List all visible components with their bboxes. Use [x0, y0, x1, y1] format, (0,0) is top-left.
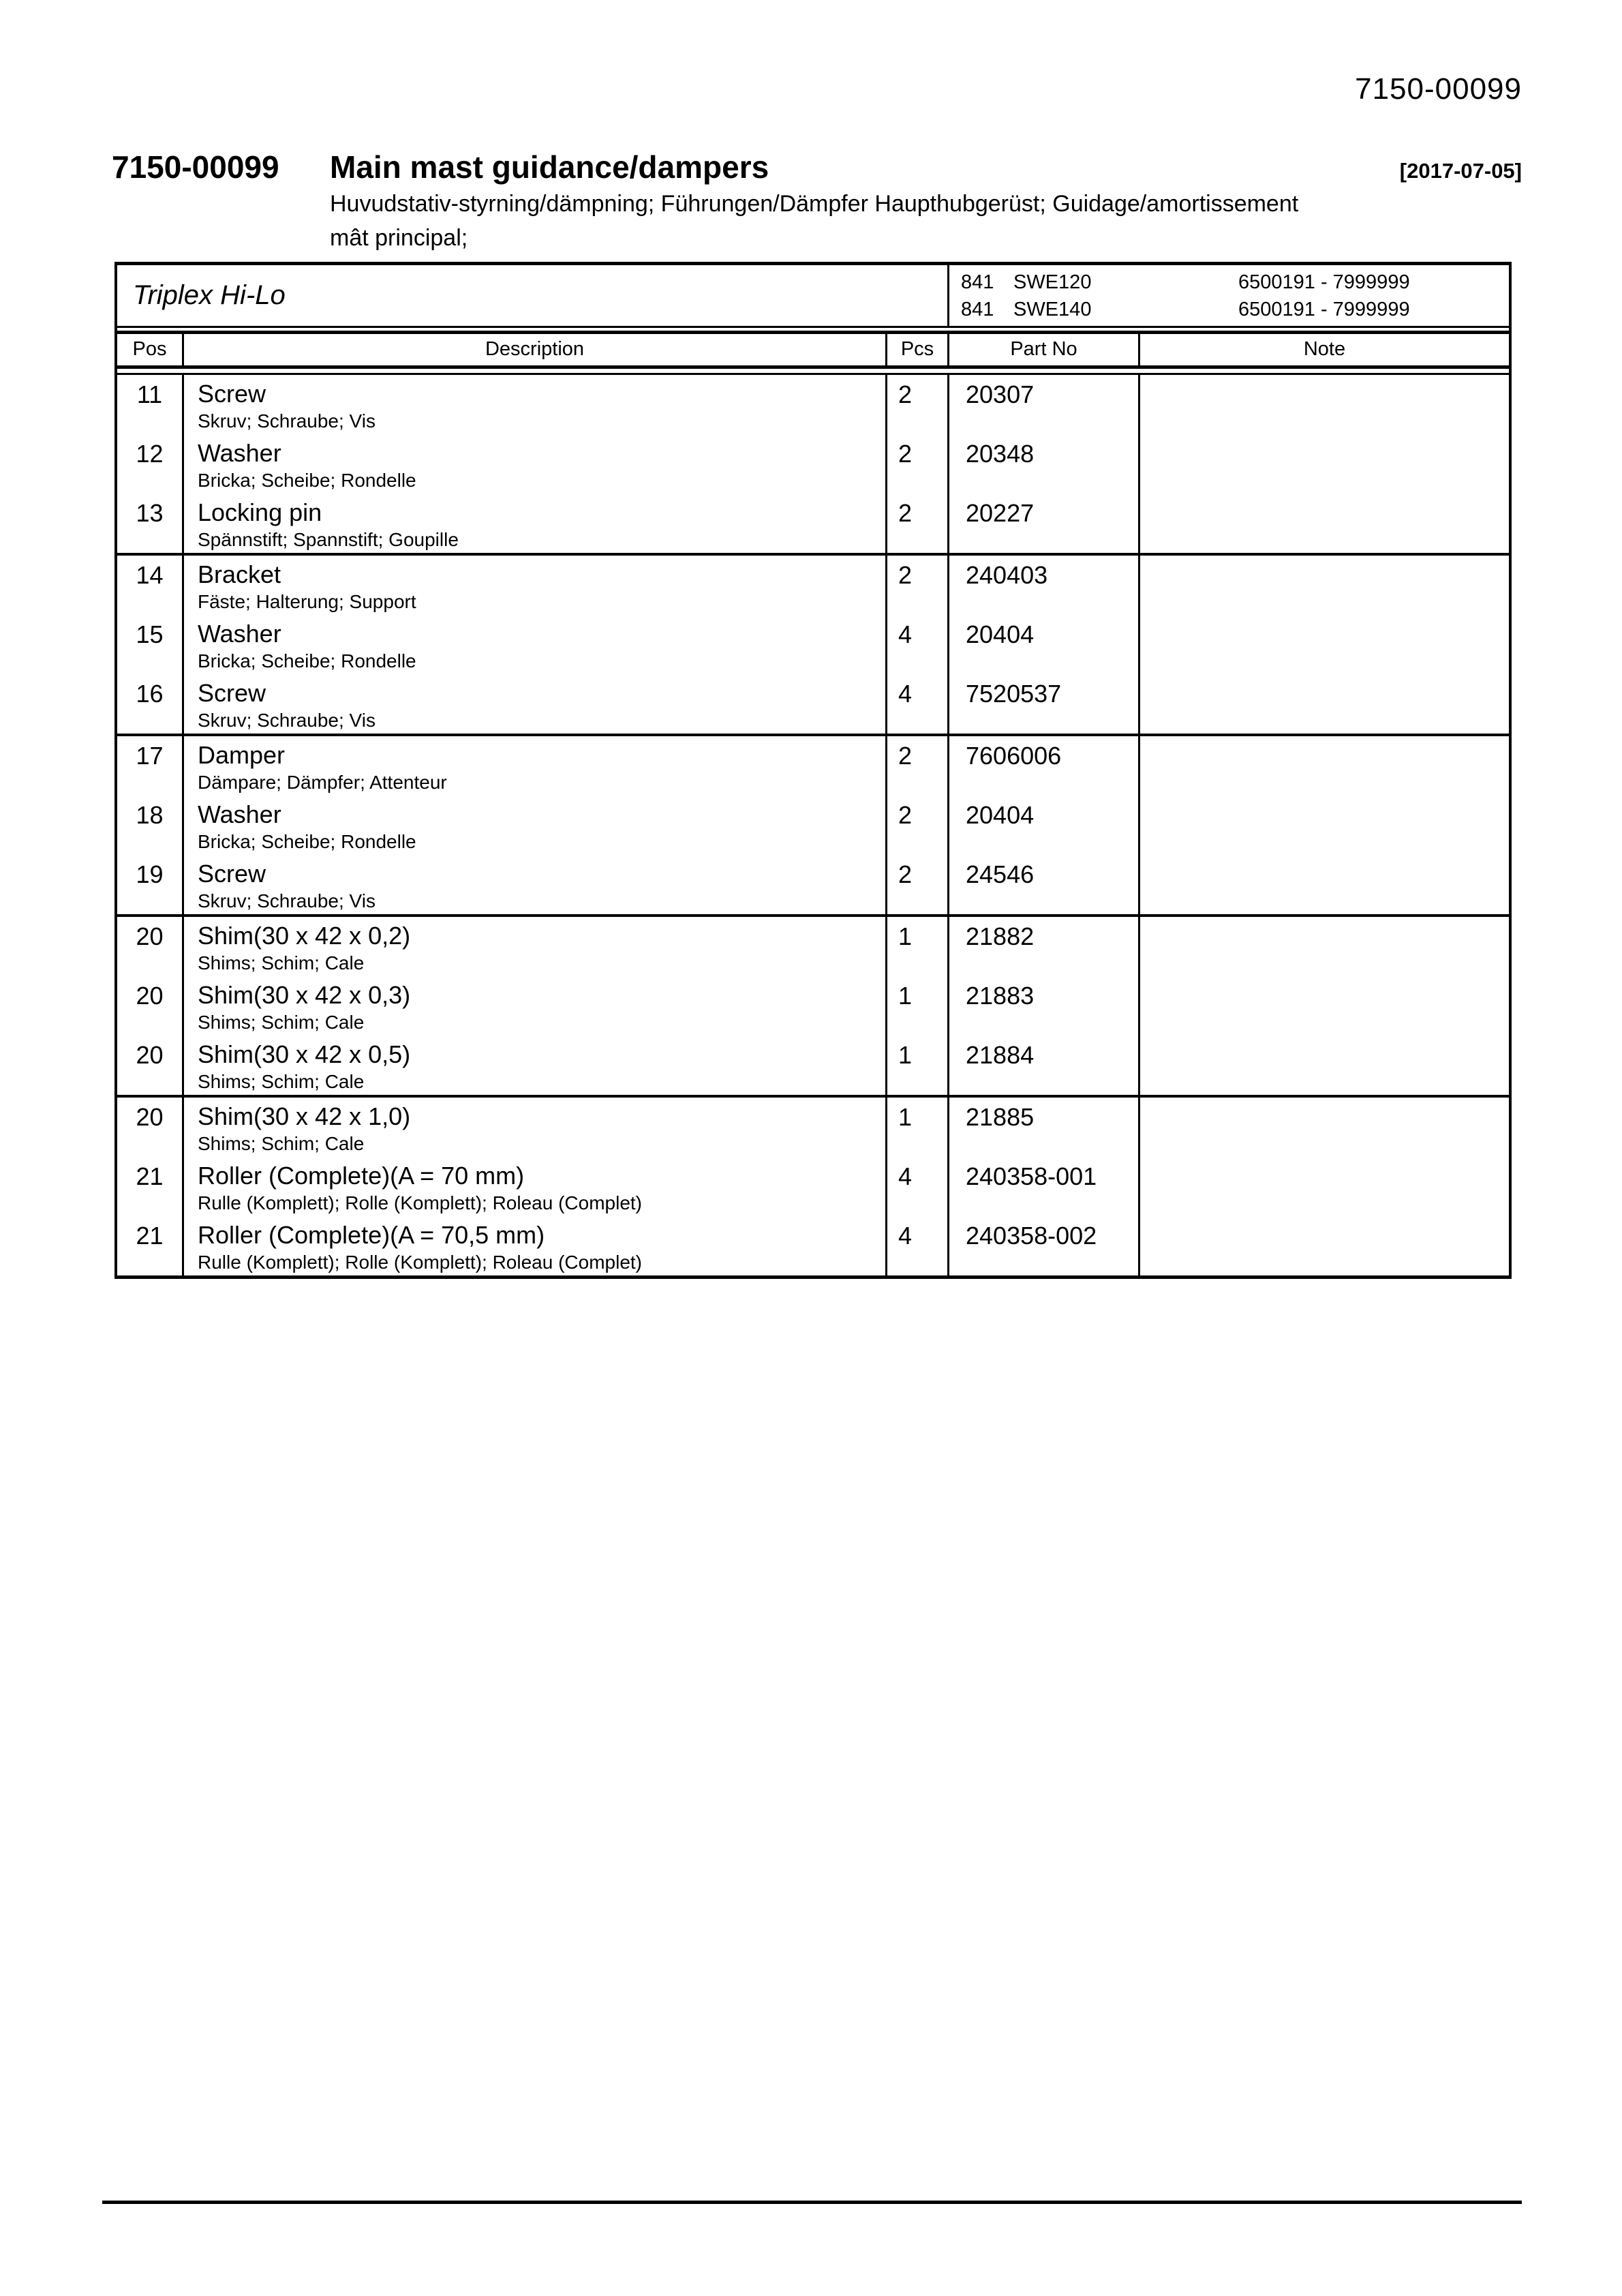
- note-cell: [1138, 1098, 1509, 1157]
- description-cell: [182, 434, 885, 494]
- description-main: Screw: [198, 679, 266, 707]
- table-body: [117, 373, 1509, 1279]
- col-header-partno: Part No: [947, 334, 1138, 365]
- pcs-cell: 2: [885, 855, 947, 914]
- subtitle: [330, 187, 1488, 255]
- description-main: Washer: [198, 620, 281, 648]
- description-main: Roller (Complete)(A = 70,5 mm): [198, 1221, 545, 1249]
- table-row: [117, 1036, 1509, 1095]
- section-heading: [112, 149, 1522, 185]
- pos-cell: 20: [136, 922, 164, 950]
- revision-date: [2017-07-05]: [1399, 159, 1522, 183]
- footer-rule: [102, 2201, 1522, 2204]
- col-header-pos: Pos: [132, 338, 167, 360]
- table-row: [117, 494, 1509, 553]
- description-cell: [182, 796, 885, 855]
- partno-cell: 24546: [947, 855, 1138, 914]
- description-main: Washer: [198, 439, 281, 467]
- pcs-cell: 2: [885, 796, 947, 855]
- partno-cell: 21883: [947, 976, 1138, 1036]
- description-translations: Shims; Schim; Cale: [198, 952, 365, 973]
- table-row: [117, 615, 1509, 674]
- variant-name: SWE120: [1013, 271, 1092, 293]
- partno-cell: 240403: [947, 556, 1138, 615]
- pcs-cell: 2: [885, 736, 947, 796]
- pos-cell: 17: [136, 742, 164, 770]
- description-cell: [182, 556, 885, 615]
- note-cell: [1138, 1216, 1509, 1275]
- description-translations: Shims; Schim; Cale: [198, 1071, 365, 1092]
- pcs-cell: 4: [885, 1216, 947, 1275]
- note-cell: [1138, 976, 1509, 1036]
- description-translations: Skruv; Schraube; Vis: [198, 410, 376, 432]
- description-translations: Skruv; Schraube; Vis: [198, 710, 376, 731]
- table-row: [117, 976, 1509, 1036]
- pos-cell: 13: [136, 499, 164, 527]
- table-row: [117, 736, 1509, 796]
- variant-name: SWE140: [1013, 298, 1092, 320]
- table-row: [117, 434, 1509, 494]
- description-translations: Shims; Schim; Cale: [198, 1012, 365, 1033]
- description-cell: [182, 615, 885, 674]
- pos-cell: 20: [136, 982, 164, 1010]
- subtitle-line1: Huvudstativ-styrning/dämpning; Führungen/Dämpfer Haupthubgerüst; Guidage/amortissement: [330, 191, 1299, 217]
- partno-cell: 20404: [947, 615, 1138, 674]
- partno-cell: 20227: [947, 494, 1138, 553]
- partno-cell: 7520537: [947, 674, 1138, 734]
- pos-cell: 20: [136, 1103, 164, 1131]
- partno-cell: 240358-001: [947, 1157, 1138, 1216]
- partno-cell: 21882: [947, 917, 1138, 976]
- pcs-cell: 1: [885, 1098, 947, 1157]
- model-variants: [947, 265, 1509, 326]
- table-row: [117, 796, 1509, 855]
- note-cell: [1138, 375, 1509, 434]
- note-cell: [1138, 615, 1509, 674]
- model-banner: [117, 262, 1509, 328]
- table-row: [117, 375, 1509, 434]
- partno-cell: 21885: [947, 1098, 1138, 1157]
- description-cell: [182, 917, 885, 976]
- table-row: [117, 917, 1509, 976]
- table-row: [117, 1216, 1509, 1275]
- description-cell: [182, 1098, 885, 1157]
- description-main: Roller (Complete)(A = 70 mm): [198, 1162, 525, 1190]
- pcs-cell: 2: [885, 375, 947, 434]
- partno-cell: 240358-002: [947, 1216, 1138, 1275]
- pos-cell: 18: [136, 801, 164, 829]
- pcs-cell: 4: [885, 1157, 947, 1216]
- description-main: Shim(30 x 42 x 1,0): [198, 1102, 411, 1130]
- pos-cell: 14: [136, 561, 164, 589]
- parts-table: [114, 262, 1512, 1279]
- note-cell: [1138, 796, 1509, 855]
- variant-serial-range: 6500191 - 7999999: [1238, 298, 1410, 320]
- table-row: [117, 1098, 1509, 1157]
- section-number: 7150-00099: [112, 149, 279, 185]
- pos-cell: 20: [136, 1041, 164, 1069]
- pos-cell: 21: [136, 1222, 164, 1250]
- partno-cell: 20404: [947, 796, 1138, 855]
- table-row: [117, 855, 1509, 914]
- description-translations: Skruv; Schraube; Vis: [198, 890, 376, 911]
- description-translations: Rulle (Komplett); Rolle (Komplett); Roleau (Complet): [198, 1192, 642, 1213]
- pcs-cell: 2: [885, 434, 947, 494]
- description-cell: [182, 976, 885, 1036]
- pcs-cell: 1: [885, 1036, 947, 1095]
- pos-cell: 16: [136, 680, 164, 708]
- row-group: [117, 736, 1509, 917]
- pcs-cell: 2: [885, 556, 947, 615]
- row-group: [117, 1098, 1509, 1275]
- note-cell: [1138, 1036, 1509, 1095]
- column-headers: [117, 331, 1509, 369]
- description-main: Shim(30 x 42 x 0,2): [198, 922, 411, 950]
- col-header-note: Note: [1138, 334, 1509, 365]
- note-cell: [1138, 855, 1509, 914]
- note-cell: [1138, 1157, 1509, 1216]
- pos-cell: 11: [136, 380, 163, 408]
- variant-code: 841: [961, 271, 994, 293]
- description-main: Washer: [198, 800, 281, 828]
- partno-cell: 20307: [947, 375, 1138, 434]
- variant-code: 841: [961, 298, 994, 320]
- description-main: Shim(30 x 42 x 0,3): [198, 981, 411, 1009]
- table-row: [117, 674, 1509, 734]
- description-translations: Bricka; Scheibe; Rondelle: [198, 650, 416, 671]
- pos-cell: 15: [136, 620, 164, 648]
- pcs-cell: 4: [885, 674, 947, 734]
- description-main: Screw: [198, 380, 266, 408]
- table-row: [117, 1157, 1509, 1216]
- doc-ref: 7150-00099: [1355, 72, 1522, 106]
- note-cell: [1138, 556, 1509, 615]
- description-translations: Rulle (Komplett); Rolle (Komplett); Roleau (Complet): [198, 1252, 642, 1273]
- description-translations: Spännstift; Spannstift; Goupille: [198, 529, 459, 550]
- note-cell: [1138, 674, 1509, 734]
- pcs-cell: 1: [885, 976, 947, 1036]
- pcs-cell: 2: [885, 494, 947, 553]
- description-translations: Shims; Schim; Cale: [198, 1133, 365, 1154]
- description-cell: [182, 494, 885, 553]
- description-main: Locking pin: [198, 498, 322, 526]
- pos-cell: 19: [136, 860, 164, 888]
- description-cell: [182, 855, 885, 914]
- col-header-description: Description: [182, 334, 885, 365]
- variant-serial-range: 6500191 - 7999999: [1238, 271, 1410, 293]
- partno-cell: 21884: [947, 1036, 1138, 1095]
- description-main: Bracket: [198, 560, 281, 588]
- description-cell: [182, 736, 885, 796]
- description-translations: Bricka; Scheibe; Rondelle: [198, 470, 416, 491]
- row-group: [117, 917, 1509, 1098]
- page-title: Main mast guidance/dampers: [330, 149, 769, 185]
- row-group: [117, 375, 1509, 556]
- subtitle-line2: mât principal;: [330, 225, 468, 251]
- description-main: Screw: [198, 860, 266, 888]
- row-group: [117, 556, 1509, 736]
- partno-cell: 7606006: [947, 736, 1138, 796]
- description-cell: [182, 674, 885, 734]
- description-main: Damper: [198, 741, 286, 769]
- pcs-cell: 1: [885, 917, 947, 976]
- description-cell: [182, 375, 885, 434]
- table-row: [117, 556, 1509, 615]
- note-cell: [1138, 736, 1509, 796]
- description-cell: [182, 1157, 885, 1216]
- description-translations: Bricka; Scheibe; Rondelle: [198, 831, 416, 852]
- description-translations: Fäste; Halterung; Support: [198, 591, 416, 612]
- model-name: Triplex Hi-Lo: [133, 280, 286, 310]
- description-translations: Dämpare; Dämpfer; Attenteur: [198, 772, 447, 793]
- note-cell: [1138, 494, 1509, 553]
- partno-cell: 20348: [947, 434, 1138, 494]
- col-header-pcs: Pcs: [885, 334, 947, 365]
- pos-cell: 21: [136, 1162, 164, 1190]
- description-main: Shim(30 x 42 x 0,5): [198, 1040, 411, 1068]
- variant-row: [961, 269, 1509, 296]
- pcs-cell: 4: [885, 615, 947, 674]
- note-cell: [1138, 434, 1509, 494]
- note-cell: [1138, 917, 1509, 976]
- variant-row: [961, 296, 1509, 323]
- description-cell: [182, 1216, 885, 1275]
- pos-cell: 12: [136, 440, 164, 468]
- description-cell: [182, 1036, 885, 1095]
